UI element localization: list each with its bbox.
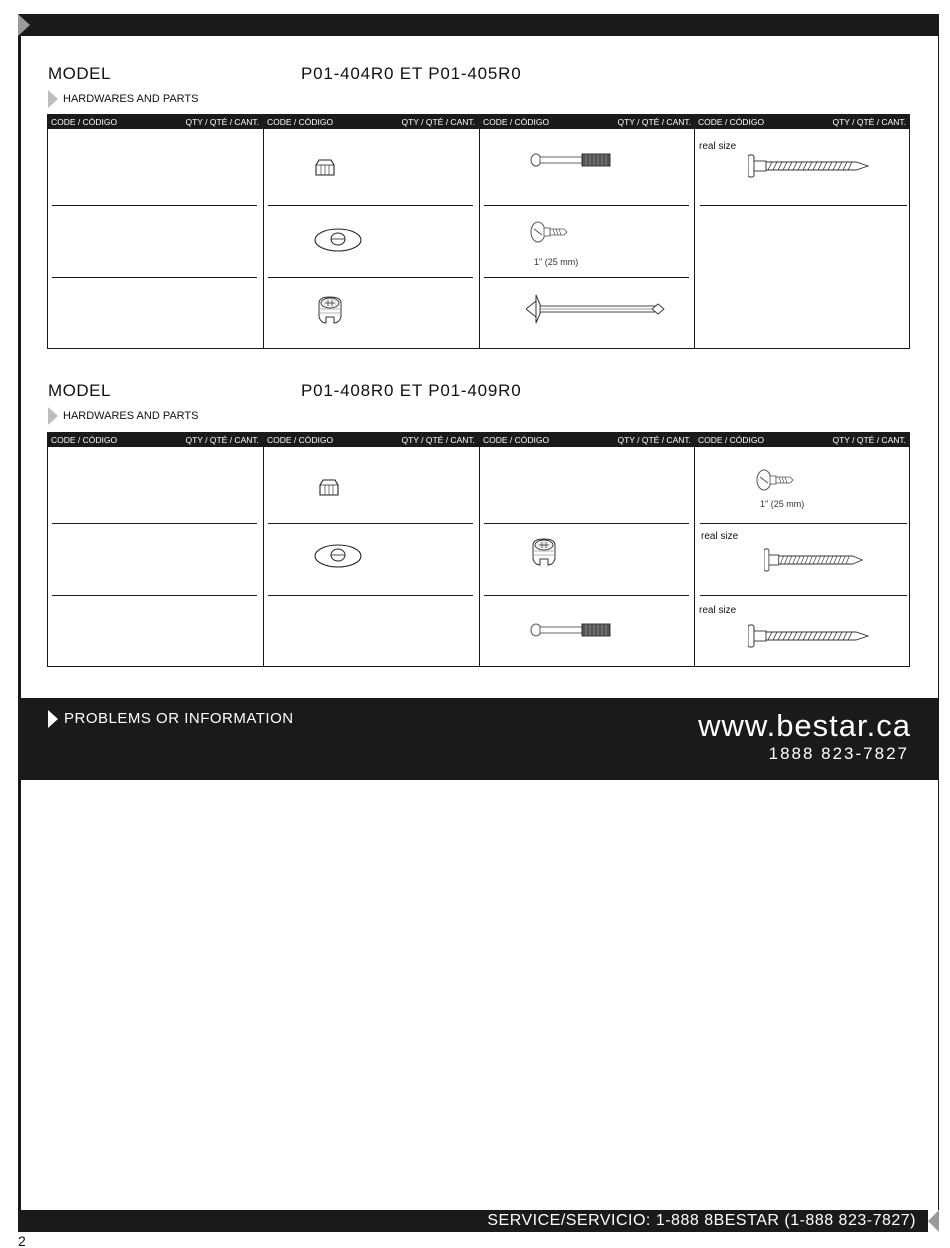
- info-band: [18, 698, 939, 780]
- qty-header: QTY / QTÉ / CANT.: [401, 117, 475, 127]
- column-header: [264, 433, 479, 447]
- service-bar: [18, 1210, 928, 1232]
- wood-screw-icon: [748, 153, 870, 181]
- table-header: [48, 115, 909, 129]
- code-header: CODE / CÓDIGO: [483, 117, 550, 127]
- hardware-label: HARDWARES AND PARTS: [63, 93, 199, 105]
- model-row: [48, 64, 908, 88]
- row-divider: [484, 205, 689, 206]
- qty-header: QTY / QTÉ / CANT.: [617, 435, 691, 445]
- wood-screw-icon: [764, 547, 866, 573]
- washer-icon: [314, 227, 364, 255]
- dowel-icon: [526, 293, 666, 325]
- model-label: MODEL: [48, 381, 111, 400]
- row-divider: [700, 595, 907, 596]
- cam-lock-icon: [530, 537, 558, 567]
- row-divider: [52, 277, 257, 278]
- screw-length-note: 1" (25 mm): [534, 257, 579, 267]
- hardware-label: HARDWARES AND PARTS: [63, 410, 199, 422]
- real-size-label: real size: [701, 531, 739, 542]
- row-divider: [268, 595, 473, 596]
- problems-info-label: PROBLEMS OR INFORMATION: [64, 710, 294, 727]
- row-divider: [268, 277, 473, 278]
- row-divider: [484, 595, 689, 596]
- screw-icon: [530, 221, 570, 245]
- service-phone-text: SERVICE/SERVICIO: 1-888 8BESTAR (1-888 823-7827): [487, 1212, 916, 1229]
- row-divider: [52, 595, 257, 596]
- parts-table: [47, 432, 910, 667]
- row-divider: [700, 523, 907, 524]
- row-divider: [52, 205, 257, 206]
- code-header: CODE / CÓDIGO: [51, 435, 118, 445]
- column-header: [480, 115, 695, 129]
- column-divider: [694, 129, 695, 348]
- frame-right-border: [938, 14, 939, 1210]
- column-divider: [694, 447, 695, 666]
- cam-lock-icon: [316, 295, 344, 325]
- real-size-label: real size: [699, 141, 737, 152]
- column-header: [695, 115, 910, 129]
- code-header: CODE / CÓDIGO: [51, 117, 118, 127]
- qty-header: QTY / QTÉ / CANT.: [617, 117, 691, 127]
- phone-number: 1888 823-7827: [768, 744, 909, 763]
- column-header: [48, 115, 263, 129]
- washer-icon: [314, 543, 364, 571]
- column-header: [264, 115, 479, 129]
- triangle-bullet-icon: [48, 407, 58, 425]
- row-divider: [700, 205, 907, 206]
- code-header: CODE / CÓDIGO: [698, 435, 765, 445]
- real-size-label: real size: [699, 605, 737, 616]
- column-divider: [479, 129, 480, 348]
- parts-table: [47, 114, 910, 349]
- model-number: P01-408R0 ET P01-409R0: [301, 381, 522, 400]
- screw-length-note: 1" (25 mm): [760, 499, 805, 509]
- qty-header: QTY / QTÉ / CANT.: [832, 435, 906, 445]
- corner-triangle-icon: [18, 14, 30, 36]
- website-link[interactable]: www.bestar.ca: [698, 708, 911, 743]
- table-header: [48, 433, 909, 447]
- qty-header: QTY / QTÉ / CANT.: [185, 117, 259, 127]
- top-bar: [18, 14, 939, 36]
- triangle-bullet-icon: [48, 90, 58, 108]
- model-label: MODEL: [48, 64, 111, 83]
- cam-bolt-icon: [530, 621, 612, 639]
- triangle-bullet-icon: [48, 710, 58, 728]
- column-divider: [263, 129, 264, 348]
- column-divider: [479, 447, 480, 666]
- corner-triangle-icon: [928, 1210, 939, 1232]
- column-header: [48, 433, 263, 447]
- screw-icon: [756, 469, 796, 493]
- model-number: P01-404R0 ET P01-405R0: [301, 64, 522, 83]
- wood-screw-icon: [748, 623, 870, 651]
- column-divider: [263, 447, 264, 666]
- frame-left-border: [18, 14, 21, 1232]
- qty-header: QTY / QTÉ / CANT.: [832, 117, 906, 127]
- cam-bolt-icon: [530, 151, 612, 169]
- column-header: [695, 433, 910, 447]
- plug-cap-icon: [314, 157, 336, 179]
- qty-header: QTY / QTÉ / CANT.: [185, 435, 259, 445]
- row-divider: [268, 205, 473, 206]
- code-header: CODE / CÓDIGO: [698, 117, 765, 127]
- row-divider: [268, 523, 473, 524]
- column-header: [480, 433, 695, 447]
- plug-cap-icon: [318, 477, 340, 499]
- code-header: CODE / CÓDIGO: [267, 117, 334, 127]
- code-header: CODE / CÓDIGO: [483, 435, 550, 445]
- row-divider: [484, 277, 689, 278]
- code-header: CODE / CÓDIGO: [267, 435, 334, 445]
- page-number: 2: [18, 1233, 26, 1248]
- row-divider: [52, 523, 257, 524]
- row-divider: [484, 523, 689, 524]
- qty-header: QTY / QTÉ / CANT.: [401, 435, 475, 445]
- model-row: [48, 381, 908, 405]
